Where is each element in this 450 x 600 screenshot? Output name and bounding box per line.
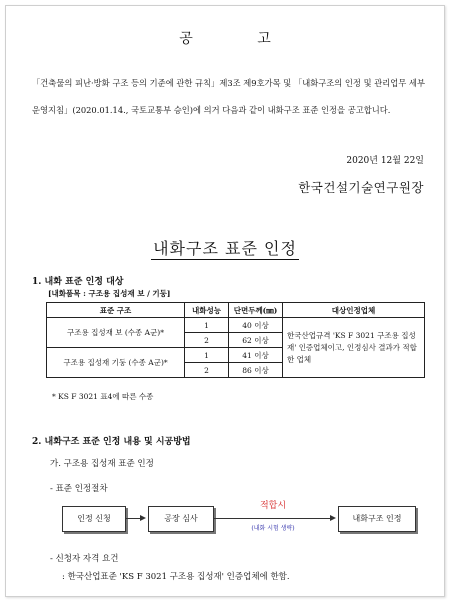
table-cell-structure: 구조용 집성재 보 (수종 A군)* (47, 318, 185, 348)
qualification-text: : 한국산업표준 'KS F 3021 구조용 집성재' 인증업체에 한함. (62, 572, 290, 582)
notice-page (5, 5, 445, 597)
table-cell-hours: 2 (185, 333, 229, 348)
process-label: - 표준 인정절차 (50, 484, 108, 494)
notice-organization: 한국건설기술연구원장 (298, 180, 424, 195)
table-cell-thickness: 41 이상 (229, 348, 283, 363)
flow-arrow-head (140, 515, 146, 521)
notice-date: 2020년 12월 22일 (346, 156, 424, 166)
table-row (47, 318, 425, 333)
flow-arrow-head (330, 515, 336, 521)
notice-intro: 「건축물의 피난·방화 구조 등의 기준에 관한 규칙」제3조 제9호가목 및 「내화구조의 인정 및 관리업무 세부운영지침」(2020.01.14., 국토교통부 승인)에 의거 다음과 같이 내화구조 표준 인정을 공고합니다. (32, 78, 425, 115)
table-cell-target: 한국산업규격 'KS F 3021 구조용 집성재' 인증업체이고, 인정심사 결과가 적합한 업체 (283, 318, 425, 378)
table-cell-thickness: 40 이상 (229, 318, 283, 333)
qualification-label: - 신청자 자격 요건 (50, 554, 119, 564)
table-header: 단면두께(㎜) (229, 303, 283, 318)
table-cell-structure: 구조용 집성재 기둥 (수종 A군)* (47, 348, 185, 378)
section2-heading: 2. 내화구조 표준 인정 내용 및 시공방법 (32, 437, 191, 447)
section1-subheading: [내화품목 : 구조용 집성재 보 / 기둥] (48, 289, 171, 298)
table-cell-hours: 1 (185, 348, 229, 363)
flow-step-certification: 내화구조 인정 (338, 506, 416, 532)
table-cell-hours: 1 (185, 318, 229, 333)
table-footnote: * KS F 3021 표4에 따른 수종 (52, 392, 154, 401)
table-cell-thickness: 62 이상 (229, 333, 283, 348)
main-title (6, 236, 444, 259)
flow-step-inspection: 공장 심사 (148, 506, 214, 532)
table-header: 내화성능 (185, 303, 229, 318)
table-header: 표준 구조 (47, 303, 185, 318)
flow-step-apply: 인정 신청 (62, 506, 126, 532)
section1-heading: 1. 내화 표준 인정 대상 (32, 277, 124, 287)
table-header-row (47, 303, 425, 318)
table-header: 대상인정업체 (283, 303, 425, 318)
table-cell-hours: 2 (185, 363, 229, 378)
flow-condition: 적합시 (259, 501, 287, 511)
table-cell-thickness: 86 이상 (229, 363, 283, 378)
target-table (46, 302, 425, 378)
main-title-text: 내화구조 표준 인정 (153, 239, 297, 258)
section2-sub-a: 가. 구조용 집성재 표준 인정 (50, 459, 154, 469)
notice-title: 공 고 (179, 31, 301, 47)
flow-condition-sub: (내화 시험 생략) (251, 525, 295, 532)
flow-arrow (214, 518, 332, 519)
